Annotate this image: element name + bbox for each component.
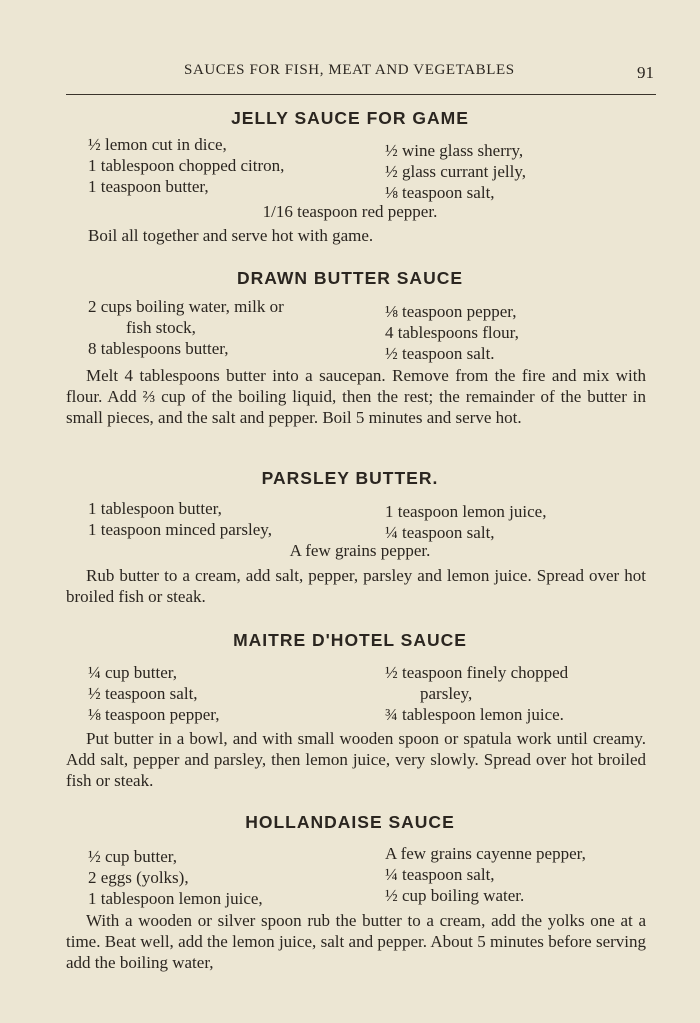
instructions-text: With a wooden or silver spoon rub the butter to a cream, add the yolks one at a time. Beat well, add the lemon juice, salt and pepper. About 5 minutes before serving add the boiling water, <box>66 911 646 972</box>
instructions <box>66 565 646 607</box>
page-number: 91 <box>637 63 654 82</box>
recipe-title: PARSLEY BUTTER. <box>261 468 439 488</box>
ingredient: 1 teaspoon lemon juice, <box>385 502 547 521</box>
ingredient: 1 teaspoon butter, <box>88 177 209 196</box>
ingredient: 1 tablespoon lemon juice, <box>88 889 263 908</box>
instructions <box>66 225 646 246</box>
ingredient: 1/16 teaspoon red pepper. <box>262 202 438 221</box>
ingredient: parsley, <box>420 684 473 703</box>
ingredient: ½ teaspoon salt, <box>88 684 198 703</box>
ingredient: 2 eggs (yolks), <box>88 868 189 887</box>
ingredient-list <box>0 297 700 363</box>
ingredient: ½ teaspoon finely chopped <box>385 663 569 682</box>
recipe-parsley-butter <box>0 468 700 607</box>
ingredient: 1 tablespoon butter, <box>88 499 222 518</box>
ingredient: ⅛ teaspoon pepper, <box>385 302 517 321</box>
recipe-title: MAITRE D'HOTEL SAUCE <box>233 630 467 650</box>
ingredient: 2 cups boiling water, milk or <box>88 297 284 316</box>
ingredient: 1 teaspoon minced parsley, <box>88 520 272 539</box>
instructions <box>66 910 646 973</box>
recipe-drawn-butter-sauce <box>0 268 700 428</box>
ingredient: ½ glass currant jelly, <box>385 162 526 181</box>
ingredient: ½ wine glass sherry, <box>385 141 524 160</box>
instructions <box>66 365 646 428</box>
ingredient: fish stock, <box>126 318 196 337</box>
ingredient: ¼ cup butter, <box>88 663 178 682</box>
ingredient: A few grains cayenne pepper, <box>385 844 586 863</box>
chapter-title: SAUCES FOR FISH, MEAT AND VEGETABLES <box>184 62 515 78</box>
ingredient: ¾ tablespoon lemon juice. <box>385 705 564 724</box>
recipe-title: HOLLANDAISE SAUCE <box>245 812 455 832</box>
running-head <box>66 58 656 95</box>
instructions-text: Boil all together and serve hot with game. <box>88 226 374 245</box>
recipe-title: JELLY SAUCE FOR GAME <box>231 108 469 128</box>
ingredient: ½ cup boiling water. <box>385 886 525 905</box>
ingredient-list <box>0 499 700 562</box>
ingredient: ½ cup butter, <box>88 847 178 866</box>
ingredient-list <box>0 135 700 219</box>
ingredient: ⅛ teaspoon salt, <box>385 183 495 202</box>
recipe-title: DRAWN BUTTER SAUCE <box>236 268 464 288</box>
ingredient: ⅛ teaspoon pepper, <box>88 705 220 724</box>
ingredient-list <box>0 844 700 910</box>
ingredient: 1 tablespoon chopped citron, <box>88 156 285 175</box>
recipe-hollandaise-sauce <box>0 812 700 973</box>
ingredient: ¼ teaspoon salt, <box>385 865 495 884</box>
ingredient: ¼ teaspoon salt, <box>385 523 495 542</box>
ingredient: ½ lemon cut in dice, <box>88 135 227 154</box>
recipe-maitre-dhotel-sauce <box>0 630 700 791</box>
instructions-text: Put butter in a bowl, and with small wooden spoon or spatula work until creamy. Add salt, pepper and parsley, then lemon juice, very slowly. Spread over hot broiled fish or steak. <box>66 729 646 790</box>
ingredient: 4 tablespoons flour, <box>385 323 519 342</box>
instructions-text: Rub butter to a cream, add salt, pepper, parsley and lemon juice. Spread over hot broiled fish or steak. <box>66 566 646 606</box>
ingredient: ½ teaspoon salt. <box>385 344 495 363</box>
instructions <box>66 728 646 791</box>
instructions-text: Melt 4 tablespoons butter into a saucepan. Remove from the fire and mix with flour. Add ⅔ cup of the boiling liquid, then the rest; the remainder of the butter in small pieces, and the salt and pepper. Boil 5 minutes and serve hot. <box>66 366 646 427</box>
ingredient-list <box>0 663 700 726</box>
recipe-jelly-sauce <box>0 108 700 246</box>
ingredient: 8 tablespoons butter, <box>88 339 229 358</box>
ingredient: A few grains pepper. <box>289 541 431 560</box>
